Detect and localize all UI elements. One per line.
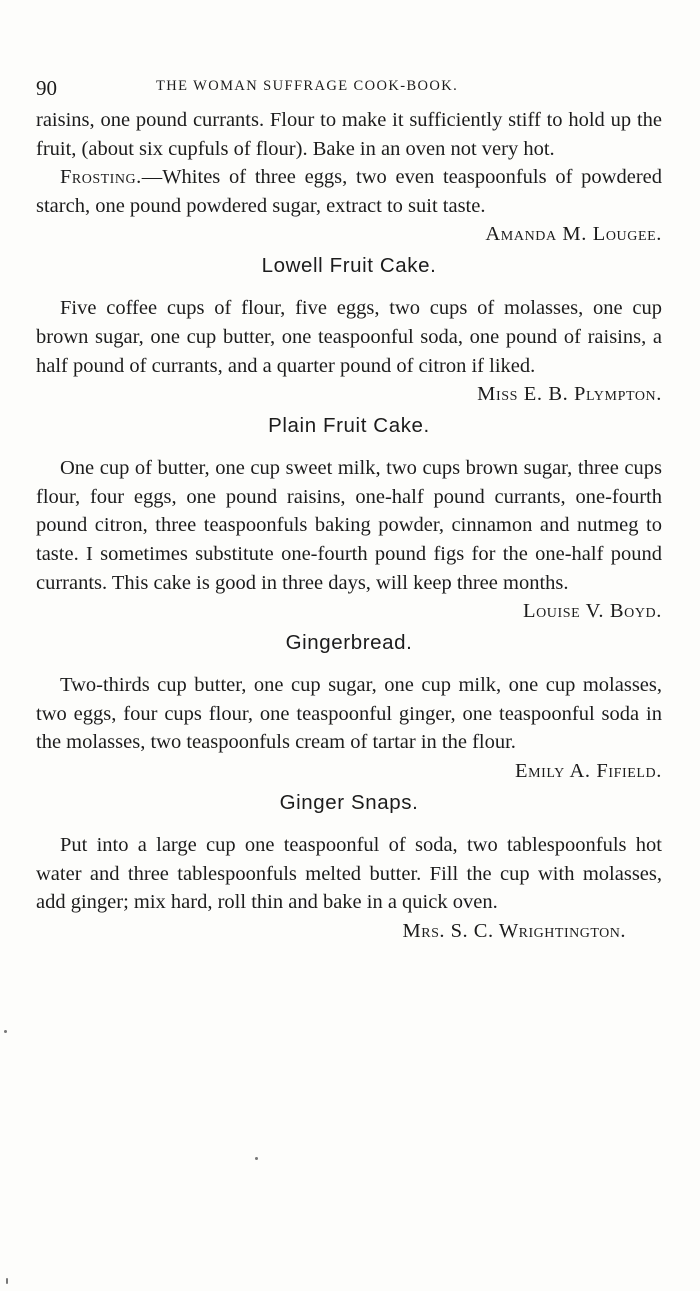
recipe-title-lowell-fruit-cake: Lowell Fruit Cake. (261, 254, 437, 278)
ink-speck (6, 1278, 8, 1284)
continued-text: raisins, one pound currants. Flour to make it sufficiently stiff to hold up the fruit, (about six cupfuls of flour). Bake in an oven not very hot. (36, 109, 662, 160)
page-number: 90 (36, 76, 57, 100)
signature-fifield: Emily A. Fifield. (515, 759, 662, 782)
running-header (36, 76, 662, 106)
signature-plympton: Miss E. B. Plympton. (477, 383, 662, 406)
recipe-title-ginger-snaps: Ginger Snaps. (279, 790, 419, 814)
recipe-title-gingerbread: Gingerbread. (285, 631, 413, 655)
signature-wrightington: Mrs. S. C. Wrightington. (402, 919, 626, 942)
recipe-text-plain-fruit-cake (36, 454, 662, 623)
ink-speck (4, 1030, 7, 1033)
running-title: THE WOMAN SUFFRAGE COOK-BOOK. (156, 78, 459, 94)
recipe-body: Put into a large cup one teaspoonful of soda, two tablespoonfuls hot water and three tablespoonfuls melted butter. Fill the cup with molasses, add ginger; mix hard, roll thin and bake in a quick oven. (36, 833, 662, 914)
recipe-body: One cup of butter, one cup sweet milk, two cups brown sugar, three cups flour, four eggs, one pound raisins, one-half pound currants, one-fourth pound citron, three teaspoonfuls baking powder, cinnamon and nutmeg to taste. I sometimes substitute one-fourth pound figs for the one-half pound currants. This cake is good in three days, will keep three months. (36, 457, 662, 594)
signature-amanda-lougee: Amanda M. Lougee. (485, 223, 662, 246)
continued-paragraph (36, 106, 662, 163)
ink-speck (255, 1157, 258, 1160)
recipe-title-plain-fruit-cake: Plain Fruit Cake. (268, 414, 430, 438)
recipe-text-ginger-snaps (36, 831, 662, 917)
recipe-text-lowell-fruit-cake (36, 294, 662, 406)
frosting-text: —Whites of three eggs, two even teaspoonfuls of powdered starch, one pound powdered sugar, extract to suit taste. (36, 166, 662, 217)
recipe-body: Two-thirds cup butter, one cup sugar, one cup milk, one cup molasses, two eggs, four cups flour, one teaspoonful ginger, one teaspoonful soda in the molasses, two teaspoonfuls cream of tartar in the flour. (36, 674, 662, 754)
book-page (36, 76, 662, 945)
frosting-label: Frosting. (60, 166, 142, 189)
signature-boyd: Louise V. Boyd. (522, 600, 662, 623)
frosting-paragraph (36, 163, 662, 246)
signature-line (36, 917, 662, 946)
recipe-body: Five coffee cups of flour, five eggs, two cups of molasses, one cup brown sugar, one cup butter, one teaspoonful soda, one pound of raisins, a half pound of currants, and a quarter pound of citron if liked. (36, 297, 662, 377)
recipe-text-gingerbread (36, 671, 662, 782)
